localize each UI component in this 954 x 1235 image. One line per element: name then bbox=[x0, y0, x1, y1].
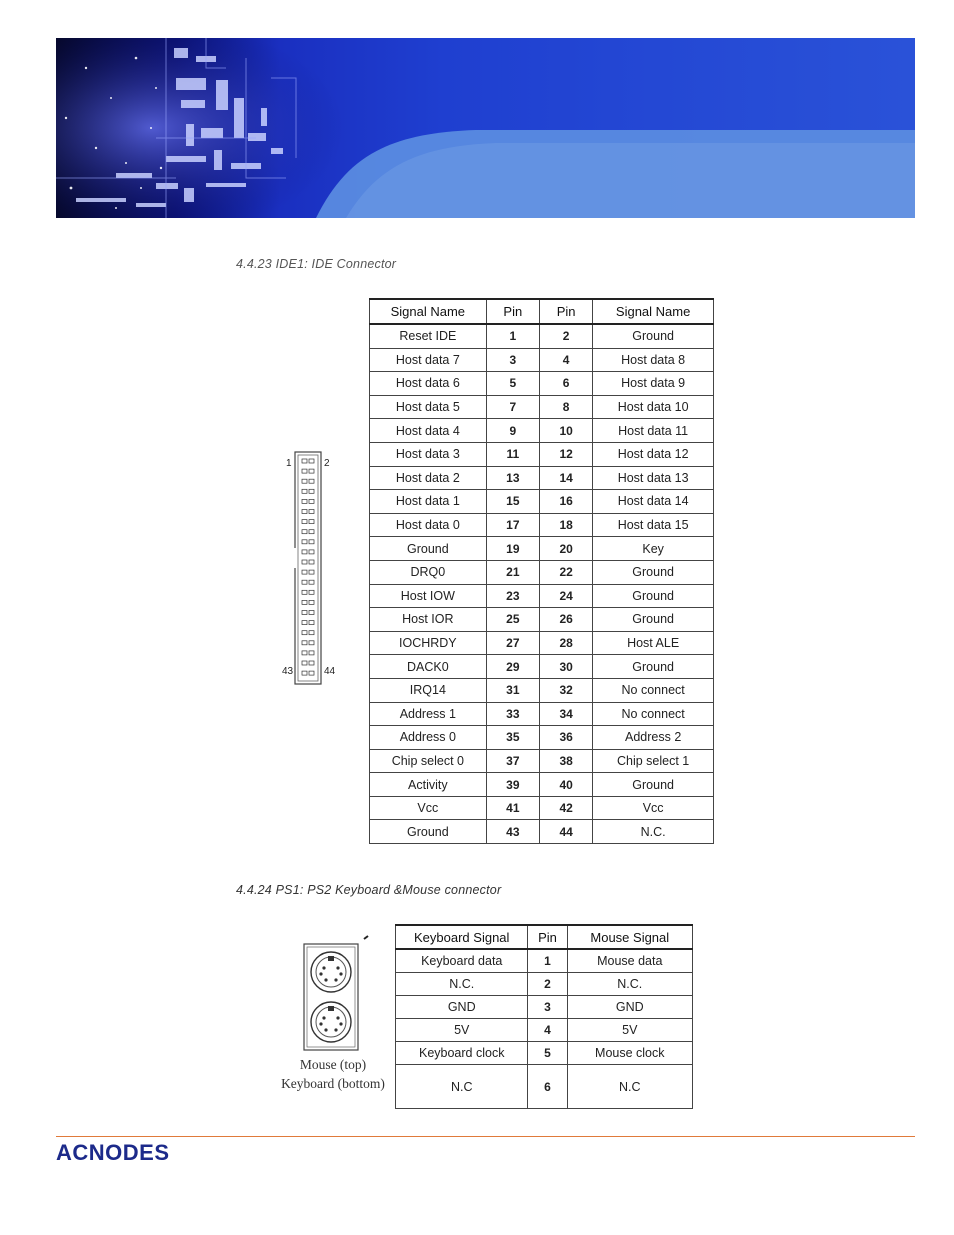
pin-number-cell: 16 bbox=[539, 490, 592, 514]
pin-number-cell: 43 bbox=[486, 820, 539, 844]
header-pin-square bbox=[309, 550, 314, 554]
mouse-signal-cell: GND bbox=[567, 996, 692, 1019]
pin-number-cell: 19 bbox=[486, 537, 539, 561]
mouse-port-icon bbox=[311, 952, 351, 992]
table-row bbox=[370, 726, 714, 750]
header-pin-square bbox=[309, 499, 314, 503]
signal-name-cell: Host data 6 bbox=[370, 372, 487, 396]
mouse-signal-cell: Mouse clock bbox=[567, 1042, 692, 1065]
table-row bbox=[370, 655, 714, 679]
header-pin-square bbox=[309, 661, 314, 665]
header-pin-square bbox=[309, 489, 314, 493]
keyboard-signal-cell: N.C. bbox=[396, 973, 528, 996]
header-pin-square bbox=[302, 570, 307, 574]
table-row bbox=[396, 996, 693, 1019]
pin-number-cell: 12 bbox=[539, 442, 592, 466]
pin-number-cell: 1 bbox=[486, 324, 539, 348]
signal-name-cell: Vcc bbox=[593, 796, 714, 820]
header-pin-square bbox=[302, 611, 307, 615]
pin-label-1: 1 bbox=[286, 458, 292, 469]
signal-name-cell: Ground bbox=[370, 537, 487, 561]
pin-number-cell: 33 bbox=[486, 702, 539, 726]
pin-number-cell: 32 bbox=[539, 678, 592, 702]
table-row bbox=[370, 702, 714, 726]
signal-name-cell: Host data 1 bbox=[370, 490, 487, 514]
keyboard-signal-cell: GND bbox=[396, 996, 528, 1019]
circuit-board-image bbox=[56, 38, 376, 218]
table-row bbox=[370, 631, 714, 655]
pin-number-cell: 21 bbox=[486, 560, 539, 584]
ps2-dual-port-icon bbox=[296, 934, 376, 1054]
table-row bbox=[370, 466, 714, 490]
pin-number-cell: 14 bbox=[539, 466, 592, 490]
table-row bbox=[370, 537, 714, 561]
table-row bbox=[370, 584, 714, 608]
header-pin-square bbox=[302, 499, 307, 503]
pin-number-cell: 35 bbox=[486, 726, 539, 750]
header-signal-name: Signal Name bbox=[593, 299, 714, 324]
signal-name-cell: Address 2 bbox=[593, 726, 714, 750]
pin-number-cell: 15 bbox=[486, 490, 539, 514]
acnodes-logo bbox=[56, 1138, 216, 1166]
table-row bbox=[370, 442, 714, 466]
signal-name-cell: Key bbox=[593, 537, 714, 561]
pin-number-cell: 20 bbox=[539, 537, 592, 561]
table-row bbox=[396, 973, 693, 996]
header-pin-square bbox=[302, 560, 307, 564]
table-row bbox=[396, 1042, 693, 1065]
pin-number-cell: 26 bbox=[539, 608, 592, 632]
pin-number-cell: 28 bbox=[539, 631, 592, 655]
header-pin-square bbox=[302, 489, 307, 493]
signal-name-cell: Host data 8 bbox=[593, 348, 714, 372]
pin-number-cell: 34 bbox=[539, 702, 592, 726]
signal-name-cell: Host data 15 bbox=[593, 513, 714, 537]
header-pin-square bbox=[302, 631, 307, 635]
signal-name-cell: DRQ0 bbox=[370, 560, 487, 584]
pin-number-cell: 22 bbox=[539, 560, 592, 584]
pin-number-cell: 1 bbox=[528, 949, 567, 973]
signal-name-cell: Ground bbox=[593, 560, 714, 584]
header-pin-square bbox=[309, 600, 314, 604]
signal-name-cell: Host data 4 bbox=[370, 419, 487, 443]
header-pin-square bbox=[302, 661, 307, 665]
pin-label-2: 2 bbox=[324, 458, 330, 469]
signal-name-cell: Ground bbox=[593, 773, 714, 797]
pin-number-cell: 6 bbox=[539, 372, 592, 396]
pin-number-cell: 7 bbox=[486, 395, 539, 419]
signal-name-cell: Ground bbox=[593, 324, 714, 348]
header-pin-square bbox=[309, 590, 314, 594]
table-row bbox=[370, 513, 714, 537]
pin-number-cell: 24 bbox=[539, 584, 592, 608]
header-pin-square bbox=[309, 530, 314, 534]
signal-name-cell: Host data 9 bbox=[593, 372, 714, 396]
pin-number-cell: 5 bbox=[486, 372, 539, 396]
mouse-signal-cell: N.C bbox=[567, 1065, 692, 1109]
table-row bbox=[396, 1065, 693, 1109]
header-pin-square bbox=[309, 651, 314, 655]
header-pin-square bbox=[309, 479, 314, 483]
signal-name-cell: Ground bbox=[593, 608, 714, 632]
signal-name-cell: IRQ14 bbox=[370, 678, 487, 702]
header-pin-square bbox=[309, 540, 314, 544]
header-pin-square bbox=[302, 621, 307, 625]
header-pin-square bbox=[302, 510, 307, 514]
ps2-pin-table bbox=[395, 924, 693, 1109]
header-pin-square bbox=[302, 671, 307, 675]
table-row bbox=[370, 608, 714, 632]
pin-number-cell: 4 bbox=[539, 348, 592, 372]
section-title-ide: 4.4.23 IDE1: IDE Connector bbox=[236, 257, 397, 271]
pin-number-cell: 27 bbox=[486, 631, 539, 655]
header-pin: Pin bbox=[528, 925, 567, 949]
header-keyboard-signal: Keyboard Signal bbox=[396, 925, 528, 949]
signal-name-cell: Reset IDE bbox=[370, 324, 487, 348]
header-pin-square bbox=[309, 560, 314, 564]
table-header-row bbox=[370, 299, 714, 324]
header-pin-square bbox=[302, 540, 307, 544]
keyboard-signal-cell: 5V bbox=[396, 1019, 528, 1042]
pin-number-cell: 17 bbox=[486, 513, 539, 537]
pin-number-cell: 5 bbox=[528, 1042, 567, 1065]
header-pin-square bbox=[302, 651, 307, 655]
signal-name-cell: Host data 13 bbox=[593, 466, 714, 490]
signal-name-cell: Host ALE bbox=[593, 631, 714, 655]
pin-number-cell: 13 bbox=[486, 466, 539, 490]
header-pin-square bbox=[302, 550, 307, 554]
signal-name-cell: Host data 0 bbox=[370, 513, 487, 537]
table-row bbox=[396, 949, 693, 973]
header-pin-square bbox=[302, 600, 307, 604]
pin-number-cell: 4 bbox=[528, 1019, 567, 1042]
pin-number-cell: 2 bbox=[528, 973, 567, 996]
footer-divider bbox=[56, 1136, 915, 1137]
signal-name-cell: Ground bbox=[593, 584, 714, 608]
table-row bbox=[370, 419, 714, 443]
table-header-row bbox=[396, 925, 693, 949]
signal-name-cell: Chip select 1 bbox=[593, 749, 714, 773]
signal-name-cell: Host data 7 bbox=[370, 348, 487, 372]
ide-connector-diagram bbox=[282, 450, 342, 686]
pin-number-cell: 8 bbox=[539, 395, 592, 419]
pin-number-cell: 3 bbox=[486, 348, 539, 372]
header-pin-square bbox=[302, 469, 307, 473]
header-pin-square bbox=[309, 580, 314, 584]
pin-number-cell: 2 bbox=[539, 324, 592, 348]
pin-number-cell: 25 bbox=[486, 608, 539, 632]
pin-label-43: 43 bbox=[282, 666, 294, 677]
header-pin-square bbox=[309, 469, 314, 473]
table-row bbox=[396, 1019, 693, 1042]
header-pin: Pin bbox=[486, 299, 539, 324]
pin-label-44: 44 bbox=[324, 666, 336, 677]
mouse-signal-cell: N.C. bbox=[567, 973, 692, 996]
signal-name-cell: DACK0 bbox=[370, 655, 487, 679]
header-pin-square bbox=[302, 590, 307, 594]
pin-number-cell: 30 bbox=[539, 655, 592, 679]
signal-name-cell: Address 1 bbox=[370, 702, 487, 726]
signal-name-cell: No connect bbox=[593, 702, 714, 726]
table-row bbox=[370, 348, 714, 372]
header-pin-square bbox=[302, 459, 307, 463]
ps2-caption-mouse: Mouse (top) bbox=[299, 1057, 367, 1072]
header-mouse-signal: Mouse Signal bbox=[567, 925, 692, 949]
table-row bbox=[370, 372, 714, 396]
header-pin-square bbox=[309, 671, 314, 675]
ide-pin-table bbox=[369, 298, 714, 844]
signal-name-cell: Host data 11 bbox=[593, 419, 714, 443]
mouse-signal-cell: Mouse data bbox=[567, 949, 692, 973]
keyboard-signal-cell: N.C bbox=[396, 1065, 528, 1109]
signal-name-cell: IOCHRDY bbox=[370, 631, 487, 655]
keyboard-port-icon bbox=[311, 1002, 351, 1042]
table-row bbox=[370, 395, 714, 419]
pin-number-cell: 44 bbox=[539, 820, 592, 844]
signal-name-cell: Host data 2 bbox=[370, 466, 487, 490]
signal-name-cell: Activity bbox=[370, 773, 487, 797]
logo-text: ACNODES bbox=[56, 1140, 170, 1165]
signal-name-cell: N.C. bbox=[593, 820, 714, 844]
signal-name-cell: Ground bbox=[593, 655, 714, 679]
pin-number-cell: 11 bbox=[486, 442, 539, 466]
keyboard-signal-cell: Keyboard clock bbox=[396, 1042, 528, 1065]
pin-number-cell: 41 bbox=[486, 796, 539, 820]
header-pin-square bbox=[309, 611, 314, 615]
pin-number-cell: 42 bbox=[539, 796, 592, 820]
pin-number-cell: 40 bbox=[539, 773, 592, 797]
signal-name-cell: No connect bbox=[593, 678, 714, 702]
ide-header-pins-icon bbox=[282, 450, 342, 686]
ps2-caption-keyboard: Keyboard (bottom) bbox=[281, 1076, 385, 1091]
pin-number-cell: 6 bbox=[528, 1065, 567, 1109]
table-row bbox=[370, 820, 714, 844]
header-pin-square bbox=[309, 641, 314, 645]
pin-number-cell: 18 bbox=[539, 513, 592, 537]
pin-number-cell: 10 bbox=[539, 419, 592, 443]
table-row bbox=[370, 678, 714, 702]
table-row bbox=[370, 560, 714, 584]
header-pin-square bbox=[309, 459, 314, 463]
pin-number-cell: 37 bbox=[486, 749, 539, 773]
signal-name-cell: Address 0 bbox=[370, 726, 487, 750]
pin-number-cell: 23 bbox=[486, 584, 539, 608]
header-signal-name: Signal Name bbox=[370, 299, 487, 324]
signal-name-cell: Host data 5 bbox=[370, 395, 487, 419]
signal-name-cell: Host IOW bbox=[370, 584, 487, 608]
pin-number-cell: 36 bbox=[539, 726, 592, 750]
header-pin-square bbox=[309, 570, 314, 574]
header-pin-square bbox=[309, 621, 314, 625]
signal-name-cell: Ground bbox=[370, 820, 487, 844]
signal-name-cell: Chip select 0 bbox=[370, 749, 487, 773]
header-pin-square bbox=[302, 520, 307, 524]
header-pin: Pin bbox=[539, 299, 592, 324]
header-pin-square bbox=[309, 631, 314, 635]
keyboard-signal-cell: Keyboard data bbox=[396, 949, 528, 973]
signal-name-cell: Host data 10 bbox=[593, 395, 714, 419]
pin-number-cell: 31 bbox=[486, 678, 539, 702]
signal-name-cell: Host IOR bbox=[370, 608, 487, 632]
header-banner bbox=[56, 38, 915, 218]
header-pin-square bbox=[309, 510, 314, 514]
pin-number-cell: 3 bbox=[528, 996, 567, 1019]
pin-number-cell: 39 bbox=[486, 773, 539, 797]
signal-name-cell: Host data 14 bbox=[593, 490, 714, 514]
section-title-ps2: 4.4.24 PS1: PS2 Keyboard &Mouse connector bbox=[236, 883, 502, 897]
mouse-signal-cell: 5V bbox=[567, 1019, 692, 1042]
table-row bbox=[370, 773, 714, 797]
header-pin-square bbox=[309, 520, 314, 524]
table-row bbox=[370, 490, 714, 514]
table-row bbox=[370, 749, 714, 773]
table-row bbox=[370, 324, 714, 348]
signal-name-cell: Host data 12 bbox=[593, 442, 714, 466]
header-pin-square bbox=[302, 641, 307, 645]
signal-name-cell: Host data 3 bbox=[370, 442, 487, 466]
header-pin-square bbox=[302, 580, 307, 584]
pin-number-cell: 38 bbox=[539, 749, 592, 773]
pin-number-cell: 9 bbox=[486, 419, 539, 443]
pin-number-cell: 29 bbox=[486, 655, 539, 679]
ps2-connector-diagram bbox=[296, 934, 376, 1054]
header-pin-square bbox=[302, 530, 307, 534]
signal-name-cell: Vcc bbox=[370, 796, 487, 820]
table-row bbox=[370, 796, 714, 820]
header-pin-square bbox=[302, 479, 307, 483]
